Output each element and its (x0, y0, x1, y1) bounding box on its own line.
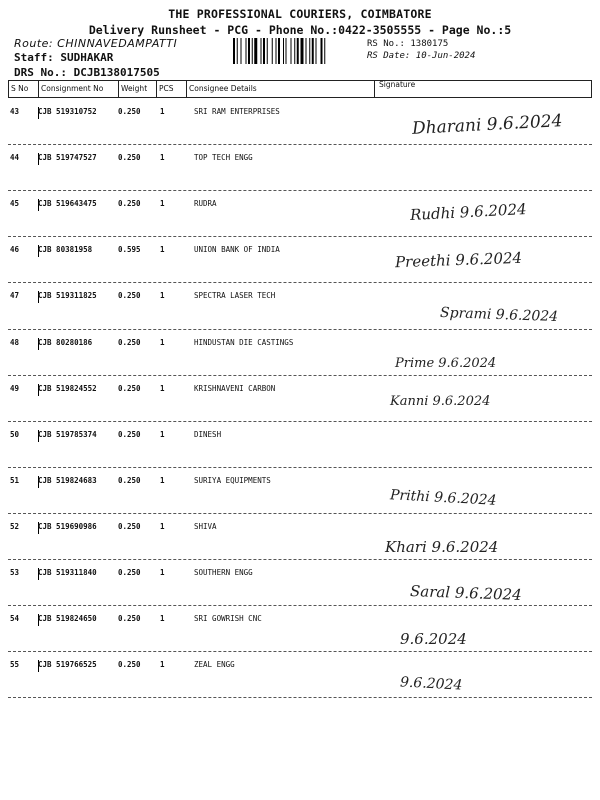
row-consignee: HINDUSTAN DIE CASTINGS (194, 337, 294, 347)
col-sno: S No (9, 81, 39, 97)
row-consignee: UNION BANK OF INDIA (194, 245, 280, 255)
route-value: CHINNAVEDAMPATTI (57, 37, 178, 50)
drs-line (14, 66, 160, 79)
rs-no-label: RS No.: (367, 39, 405, 49)
row-pcs: 1 (160, 521, 165, 531)
row-sno: 52 (10, 521, 20, 531)
row-consignee: TOP TECH ENGG (194, 153, 253, 163)
rs-number (367, 39, 448, 49)
handwritten-signature: Saral 9.6.2024 (409, 582, 522, 604)
route-label: Route: (14, 37, 54, 50)
table-header (8, 80, 592, 98)
handwritten-signature: Preethi 9.6.2024 (394, 249, 523, 272)
handwritten-signature: Dharani 9.6.2024 (411, 111, 563, 139)
row-consignee: RUDRA (194, 199, 217, 209)
row-sno: 44 (10, 153, 20, 163)
drs-value: DCJB138017505 (73, 66, 160, 79)
table-row (8, 422, 592, 468)
handwritten-signature: Rudhi 9.6.2024 (409, 200, 527, 225)
row-consignment-no: CJB 80280186 (38, 337, 93, 347)
handwritten-signature: Sprami 9.6.2024 (439, 305, 559, 326)
row-consignment-no: CJB 519824552 (38, 383, 97, 393)
rs-date-value: 10-Jun-2024 (415, 51, 476, 61)
row-sno: 47 (10, 291, 20, 301)
row-pcs: 1 (160, 475, 165, 485)
row-weight: 0.250 (118, 568, 141, 577)
row-weight: 0.250 (118, 107, 141, 116)
row-weight: 0.250 (118, 614, 141, 624)
col-consignment: Consignment No (39, 81, 119, 97)
row-consignment-no: CJB 519747527 (38, 153, 97, 163)
row-consignment-no: CJB 519311825 (38, 291, 97, 301)
handwritten-signature: Khari 9.6.2024 (385, 537, 499, 556)
row-pcs: 1 (160, 614, 165, 624)
table-row (8, 330, 592, 376)
handwritten-signature: 9.6.2024 (399, 674, 463, 694)
col-pcs: PCS (157, 81, 187, 97)
row-pcs: 1 (160, 291, 165, 301)
rs-date-label: RS Date: (367, 51, 411, 61)
table-row (8, 652, 592, 698)
rs-date (367, 51, 475, 61)
staff-value: SUDHAKAR (60, 51, 114, 64)
row-sno: 46 (10, 245, 20, 255)
row-pcs: 1 (160, 107, 165, 116)
row-pcs: 1 (160, 153, 165, 163)
row-pcs: 1 (160, 383, 165, 393)
row-consignee: DINESH (194, 429, 222, 439)
handwritten-signature: Prithi 9.6.2024 (389, 487, 497, 509)
row-pcs: 1 (160, 245, 165, 255)
row-sno: 43 (10, 107, 20, 116)
row-pcs: 1 (160, 568, 165, 577)
row-consignee: SURIYA EQUIPMENTS (194, 475, 271, 485)
barcode (233, 38, 359, 64)
handwritten-signature: 9.6.2024 (400, 630, 467, 649)
staff-label: Staff: (14, 51, 54, 64)
row-consignment-no: CJB 519824683 (38, 475, 97, 485)
row-consignee: KRISHNAVENI CARBON (194, 383, 276, 393)
rs-no-value: 1380175 (410, 39, 449, 49)
col-signature: Signature (379, 80, 416, 89)
row-consignment-no: CJB 519310752 (38, 107, 97, 116)
row-consignee: ZEAL ENGG (194, 660, 235, 670)
row-weight: 0.250 (118, 153, 141, 163)
row-sno: 49 (10, 383, 20, 393)
row-consignment-no: CJB 80381958 (38, 245, 93, 255)
row-consignee: SRI GOWRISH CNC (194, 614, 262, 624)
row-weight: 0.595 (118, 245, 141, 255)
staff-line (14, 51, 113, 64)
row-sno: 53 (10, 568, 20, 577)
row-consignment-no: CJB 519785374 (38, 429, 97, 439)
row-pcs: 1 (160, 199, 165, 209)
row-weight: 0.250 (118, 660, 141, 670)
row-pcs: 1 (160, 337, 165, 347)
row-consignment-no: CJB 519824650 (38, 614, 97, 624)
runsheet-title: Delivery Runsheet - PCG - Phone No.:0422-3505555 - Page No.:5 (88, 23, 512, 37)
row-consignee: SOUTHERN ENGG (194, 568, 253, 577)
handwritten-signature: Prime 9.6.2024 (395, 355, 497, 371)
row-pcs: 1 (160, 660, 165, 670)
row-consignment-no: CJB 519643475 (38, 199, 97, 209)
row-sno: 54 (10, 614, 20, 624)
row-sno: 48 (10, 337, 20, 347)
route-line (14, 37, 177, 50)
row-sno: 55 (10, 660, 20, 670)
row-consignee: SPECTRA LASER TECH (194, 291, 276, 301)
row-weight: 0.250 (118, 521, 141, 531)
row-consignment-no: CJB 519311840 (38, 568, 97, 577)
drs-label: DRS No.: (14, 66, 67, 79)
row-weight: 0.250 (118, 291, 141, 301)
row-consignee: SRI RAM ENTERPRISES (194, 107, 280, 116)
row-weight: 0.250 (118, 429, 141, 439)
row-pcs: 1 (160, 429, 165, 439)
table-row (8, 145, 592, 191)
row-weight: 0.250 (118, 199, 141, 209)
row-consignment-no: CJB 519690986 (38, 521, 97, 531)
row-consignment-no: CJB 519766525 (38, 660, 97, 670)
table-row (8, 514, 592, 560)
row-sno: 50 (10, 429, 20, 439)
table-row (8, 468, 592, 514)
company-title: THE PROFESSIONAL COURIERS, COIMBATORE (168, 7, 432, 21)
table-row (8, 376, 592, 422)
col-weight: Weight (119, 81, 157, 97)
row-weight: 0.250 (118, 337, 141, 347)
row-weight: 0.250 (118, 475, 141, 485)
row-consignee: SHIVA (194, 521, 217, 531)
col-consignee: Consignee Details (187, 81, 375, 97)
handwritten-signature: Kanni 9.6.2024 (390, 393, 491, 409)
row-sno: 45 (10, 199, 20, 209)
row-weight: 0.250 (118, 383, 141, 393)
row-sno: 51 (10, 475, 20, 485)
table-row (8, 606, 592, 652)
